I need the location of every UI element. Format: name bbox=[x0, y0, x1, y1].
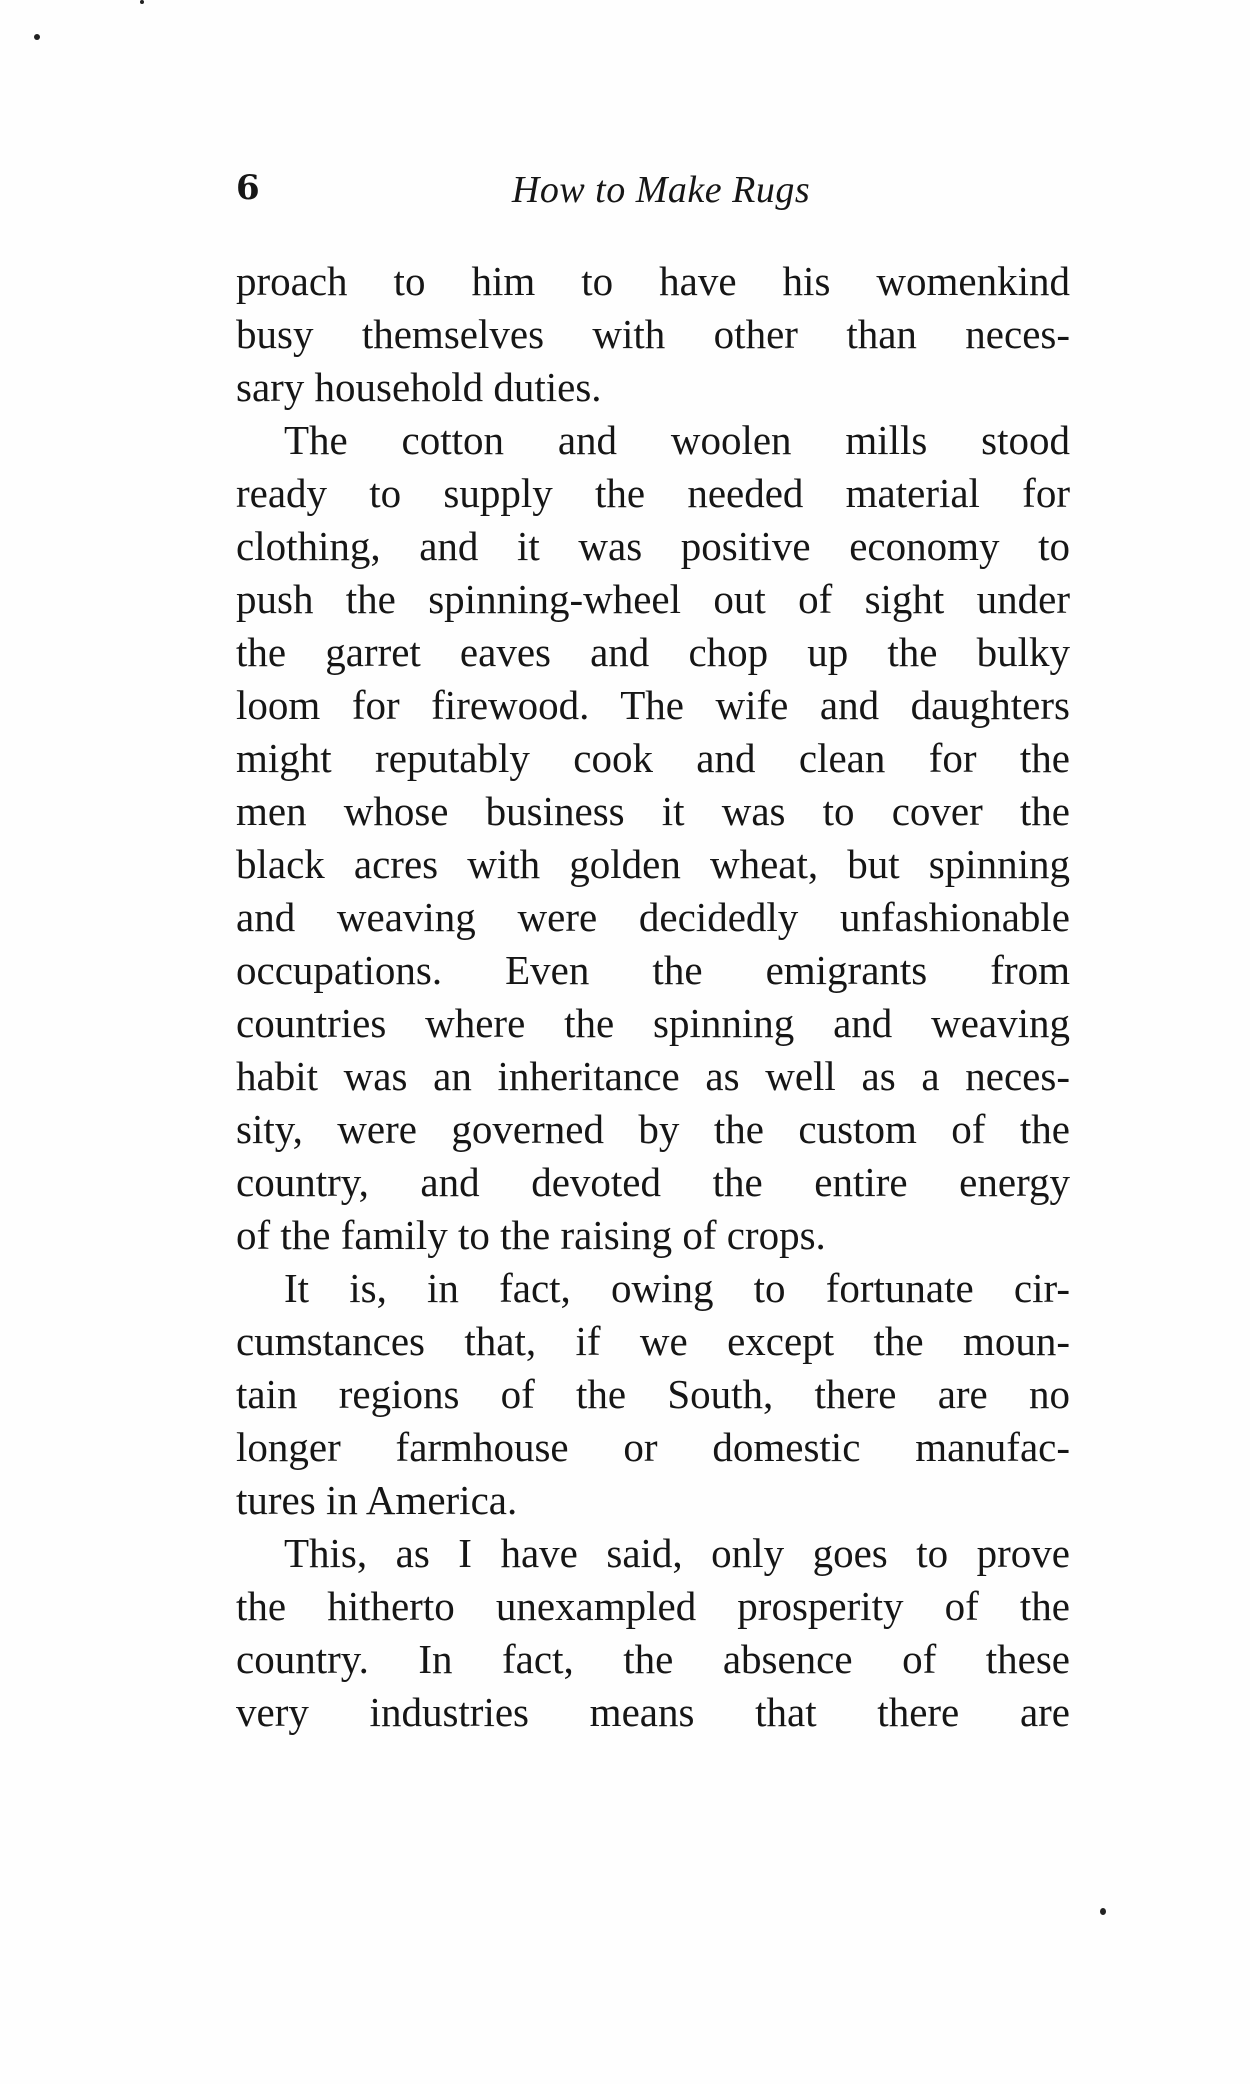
text-line: loom for firewood. The wife and daughters bbox=[236, 682, 1070, 728]
text-line: sary household duties. bbox=[236, 364, 602, 410]
text-line: tain regions of the South, there are no bbox=[236, 1371, 1070, 1417]
running-title: How to Make Rugs bbox=[511, 169, 811, 211]
text-line: It is, in fact, owing to fortunate cir- bbox=[284, 1265, 1070, 1311]
body-text bbox=[236, 255, 1070, 1739]
text-line: country, and devoted the entire energy bbox=[236, 1159, 1070, 1205]
text-line: clothing, and it was positive economy to bbox=[236, 523, 1070, 569]
scan-speck bbox=[140, 0, 144, 4]
scan-speck bbox=[34, 34, 40, 40]
text-line: occupations. Even the emigrants from bbox=[236, 947, 1070, 993]
page-number: 6 bbox=[236, 168, 260, 208]
text-line: busy themselves with other than neces- bbox=[236, 311, 1070, 357]
text-line: countries where the spinning and weaving bbox=[236, 1000, 1070, 1046]
text-line: of the family to the raising of crops. bbox=[236, 1212, 826, 1258]
text-line: cumstances that, if we except the moun- bbox=[236, 1318, 1070, 1364]
text-line: sity, were governed by the custom of the bbox=[236, 1106, 1070, 1152]
text-line: The cotton and woolen mills stood bbox=[284, 417, 1070, 463]
text-line: country. In fact, the absence of these bbox=[236, 1636, 1070, 1682]
text-line: This, as I have said, only goes to prove bbox=[284, 1530, 1070, 1576]
text-line: push the spinning-wheel out of sight under bbox=[236, 576, 1070, 622]
text-line: proach to him to have his womenkind bbox=[236, 258, 1070, 304]
text-line: very industries means that there are bbox=[236, 1689, 1070, 1735]
page-header bbox=[236, 168, 1070, 218]
text-line: men whose business it was to cover the bbox=[236, 788, 1070, 834]
text-line: the garret eaves and chop up the bulky bbox=[236, 629, 1070, 675]
text-line: ready to supply the needed material for bbox=[236, 470, 1070, 516]
text-line: longer farmhouse or domestic manufac- bbox=[236, 1424, 1070, 1470]
text-line: and weaving were decidedly unfashionable bbox=[236, 894, 1070, 940]
scan-speck bbox=[1100, 1908, 1106, 1915]
text-line: habit was an inheritance as well as a neces- bbox=[236, 1053, 1070, 1099]
text-line: might reputably cook and clean for the bbox=[236, 735, 1070, 781]
text-line: the hitherto unexampled prosperity of the bbox=[236, 1583, 1070, 1629]
text-line: black acres with golden wheat, but spinning bbox=[236, 841, 1070, 887]
text-line: tures in America. bbox=[236, 1477, 518, 1523]
